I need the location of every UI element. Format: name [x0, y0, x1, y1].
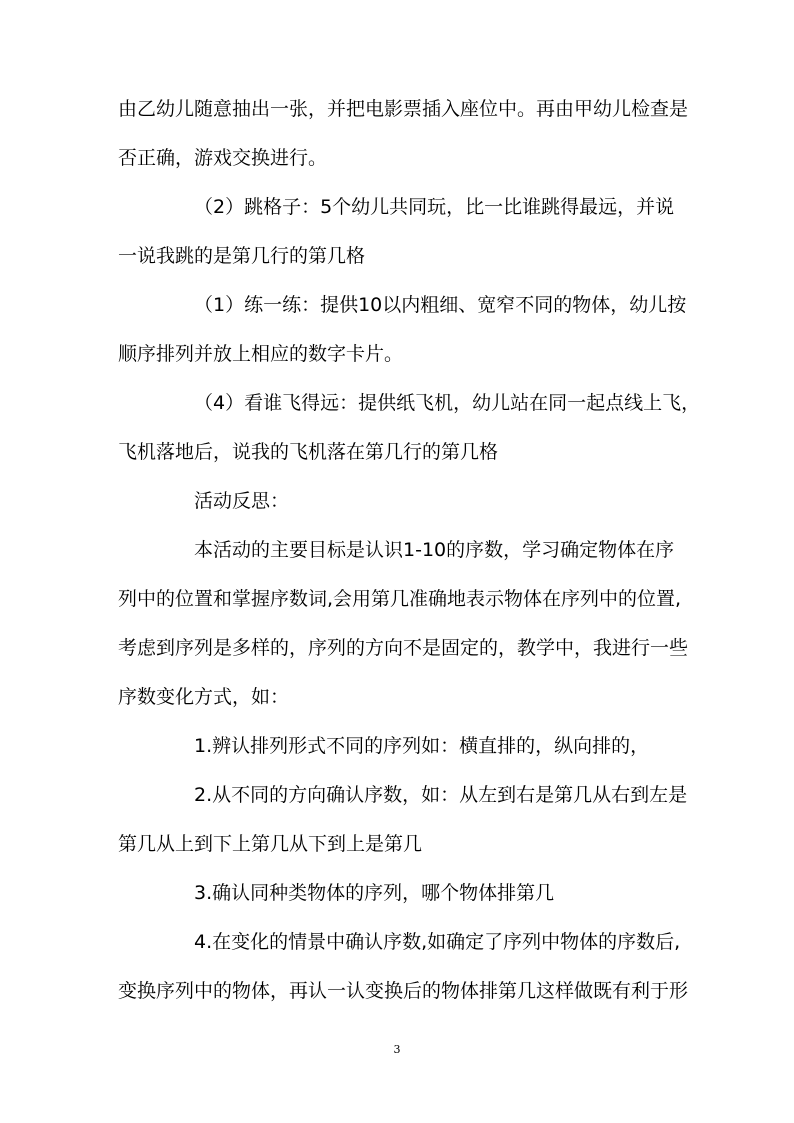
paragraph-1-line-1: 由乙幼儿随意抽出一张，并把电影票插入座位中。再由甲幼儿检查是 [118, 98, 689, 120]
paragraph-6-line-1: 本活动的主要目标是认识1-10的序数，学习确定物体在序 [194, 539, 675, 561]
paragraph-3-line-2: 顺序排列并放上相应的数字卡片。 [118, 343, 404, 365]
paragraph-2-line-1: （2）跳格子：5个幼儿共同玩，比一比谁跳得最远，并说 [194, 196, 675, 218]
paragraph-2-line-2: 一说我跳的是第几行的第几格 [118, 245, 366, 267]
paragraph-4-line-2: 飞机落地后，说我的飞机落在第几行的第几格 [118, 441, 499, 463]
list-item-4-line-1: 4.在变化的情景中确认序数,如确定了序列中物体的序数后, [194, 931, 681, 953]
paragraph-6-line-2: 列中的位置和掌握序数词,会用第几准确地表示物体在序列中的位置, [118, 588, 682, 610]
paragraph-3-line-1: （1）练一练：提供10以内粗细、宽窄不同的物体，幼儿按 [194, 294, 687, 316]
list-item-1: 1.辨认排列形式不同的序列如：横直排的，纵向排的， [194, 735, 650, 757]
paragraph-4-line-1: （4）看谁飞得远：提供纸飞机，幼儿站在同一起点线上飞， [194, 392, 701, 414]
paragraph-1-line-2: 否正确，游戏交换进行。 [118, 147, 328, 169]
list-item-4-line-2: 变换序列中的物体，再认一认变换后的物体排第几这样做既有利于形 [118, 980, 689, 1002]
list-item-2-line-1: 2.从不同的方向确认序数，如：从左到右是第几从右到左是 [194, 784, 688, 806]
paragraph-6-line-4: 序数变化方式，如： [118, 686, 290, 708]
list-item-3: 3.确认同种类物体的序列，哪个物体排第几 [194, 882, 555, 904]
list-item-2-line-2: 第几从上到下上第几从下到上是第几 [118, 833, 423, 855]
page-number: 3 [393, 1043, 401, 1056]
section-heading-reflection: 活动反思： [194, 490, 290, 512]
paragraph-6-line-3: 考虑到序列是多样的，序列的方向不是固定的，教学中，我进行一些 [118, 637, 689, 659]
